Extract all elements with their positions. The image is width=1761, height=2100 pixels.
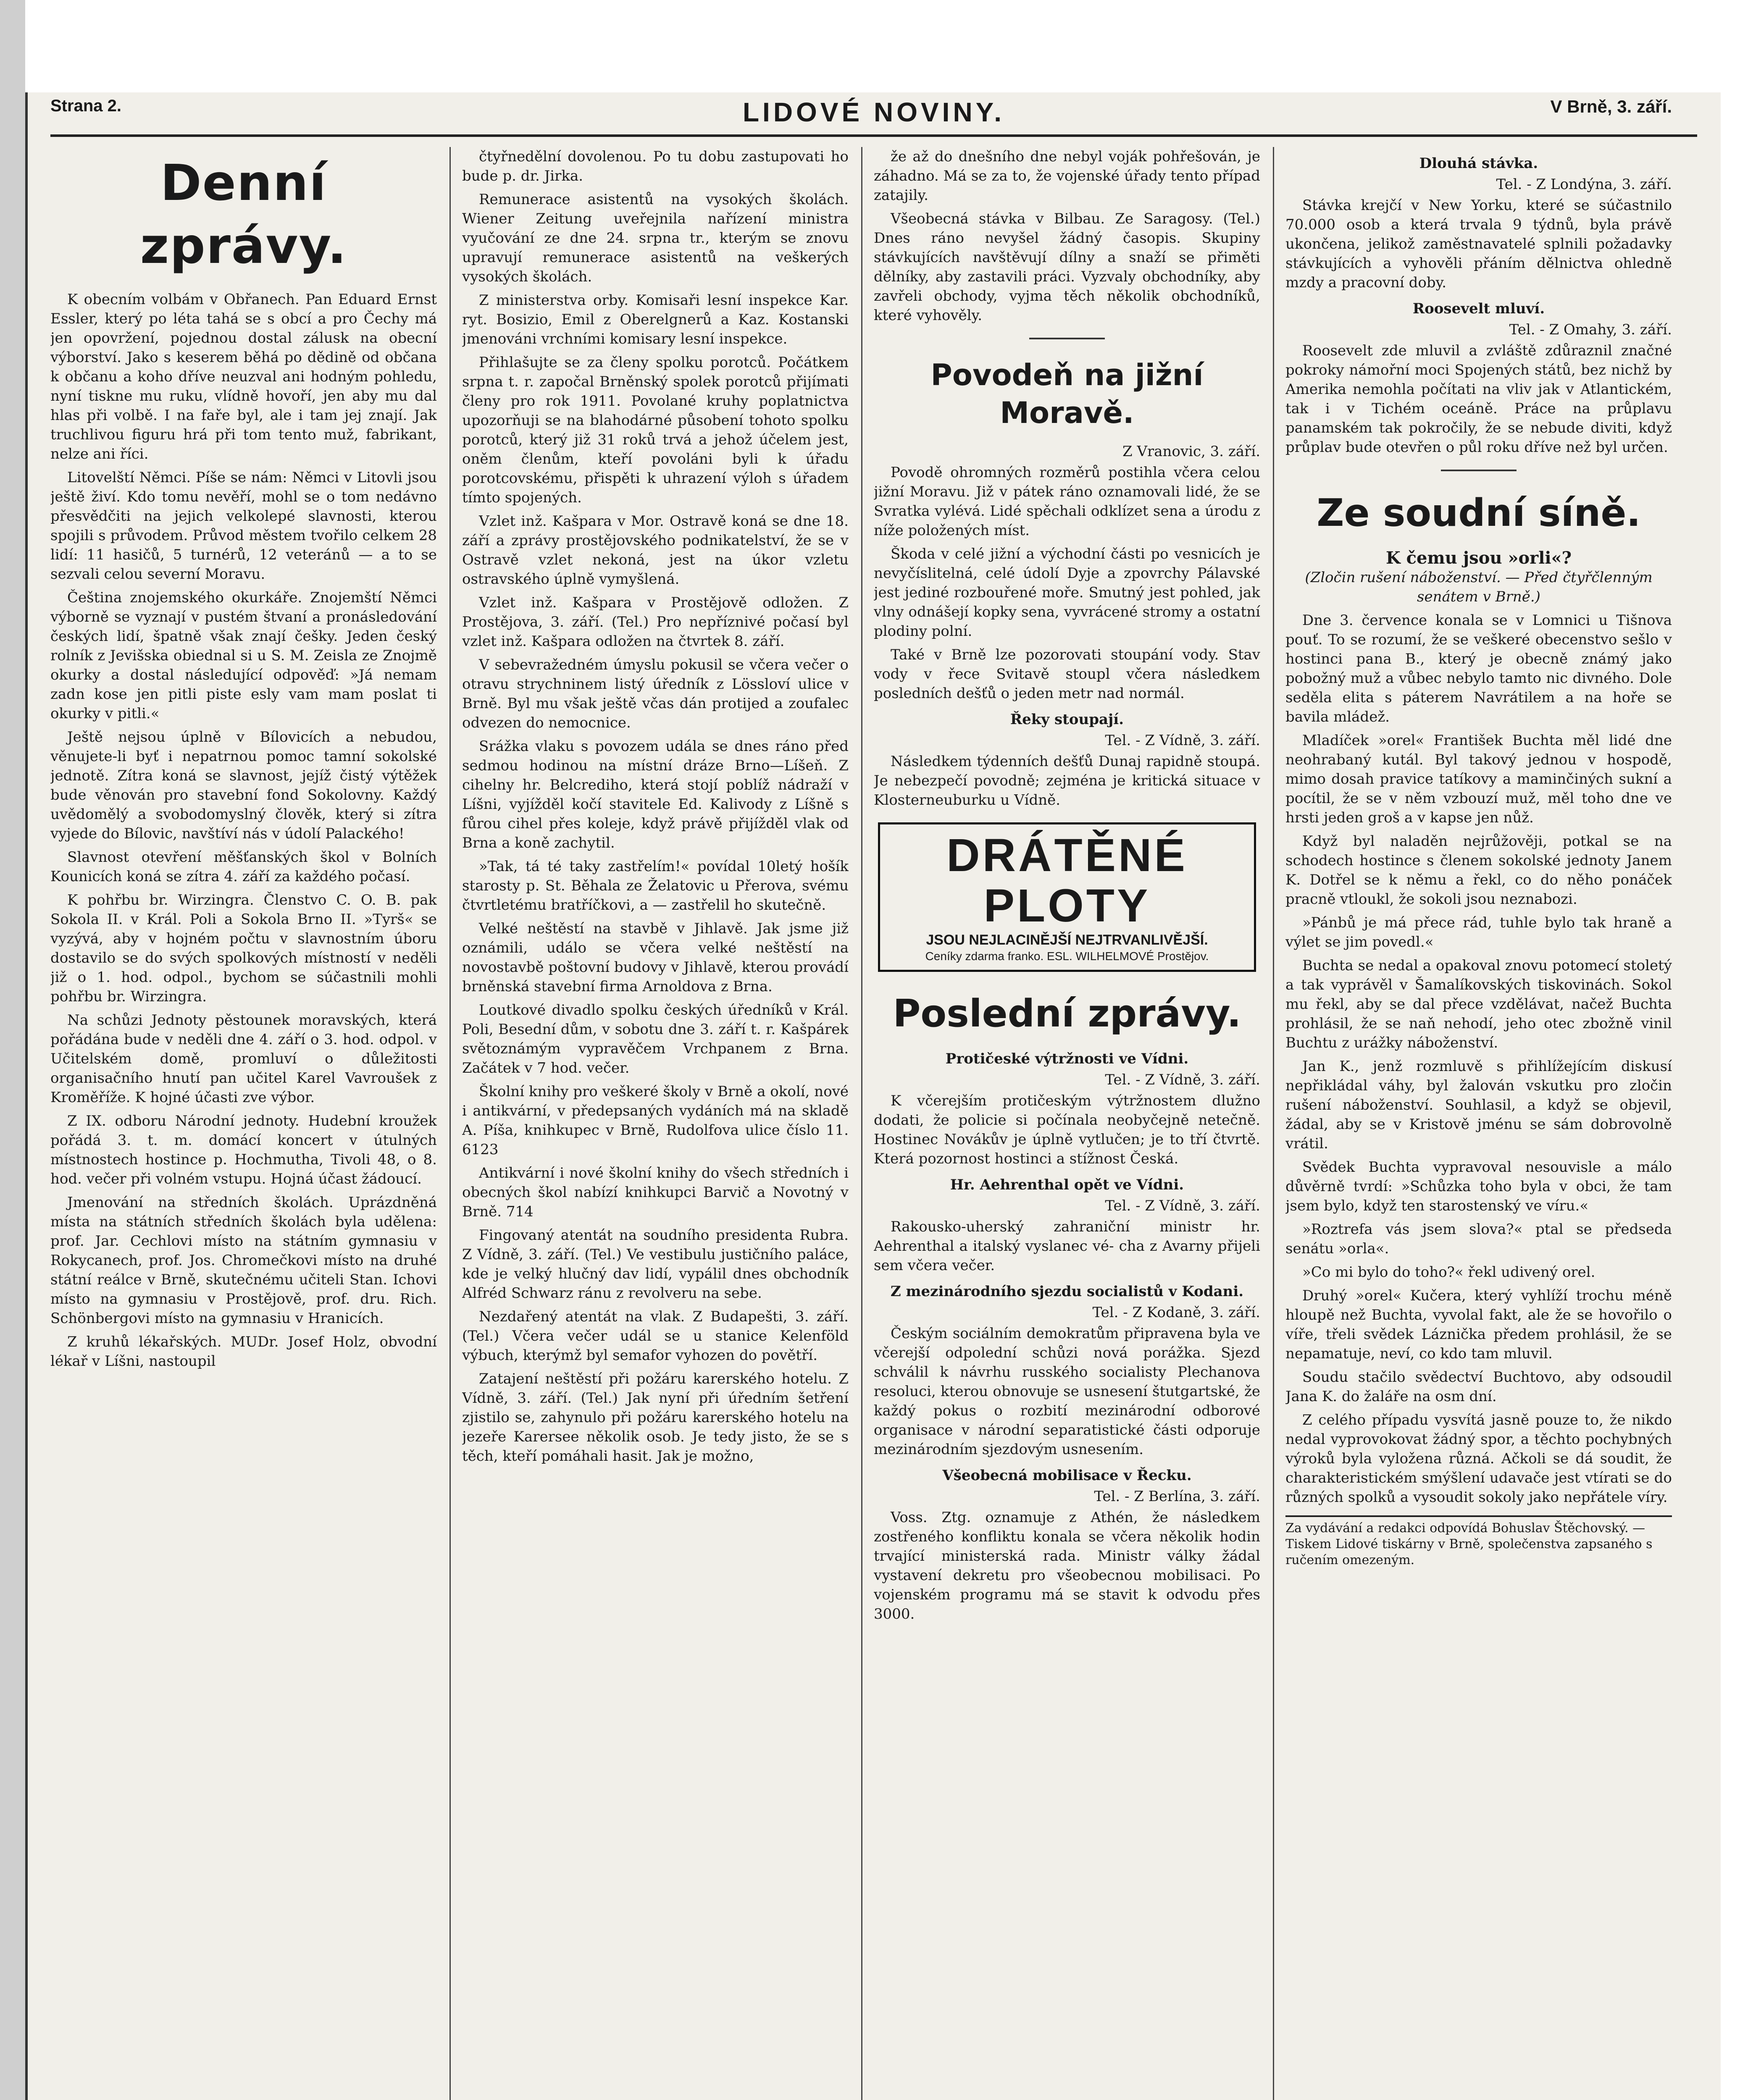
column-2	[462, 147, 849, 2100]
article: Soudu stačilo svědectví Buchtovo, aby odsoudil Jana K. do žaláře na osm dní.	[1285, 1369, 1672, 1405]
article: Jmenování na středních školách. Uprázdněná místa na státních středních školách byla udělena: prof. Jar. Cechlovi místo na státním gymnasiu v Rokycanech, prof. Jos. Chromečkovi místo na druhé státní reálce v Brně, skutečnému učiteli Stan. Ichovi místo na gymnasiu v Prostějově, prof. dru. Rich. Schönbergovi místo na gymnasiu v Hranicích.	[50, 1194, 437, 1327]
article: Všeobecná stávka v Bilbau. Ze Saragosy. (Tel.) Dnes ráno nevyšel žádný časopis. Skupiny stávkujících navštěvují dílny a snaží se přiměti dělníky, aby zastavili práci. Vyzvaly obchodníky, aby zavřeli obchody, vyjma těch několik obchodníků, které vyhověly.	[874, 210, 1260, 324]
article: Slavnost otevření měšťanských škol v Bolních Kounicích koná se zítra 4. září za každého počasí.	[50, 849, 437, 885]
article: Jan K., jenž rozmluvě s přihlížejícím diskusí nepřikládal váhy, byl žalován vskutku pro zločin rušení náboženství. Souhlasil, a když se objevil, žádal, aby se v Kristově jménu se sám dobrovolně vrátil.	[1285, 1058, 1672, 1152]
article: Vzlet inž. Kašpara v Mor. Ostravě koná se dne 18. září a zprávy prostějovského podnikatelství, že se v Ostravě vzlet nekoná, jest na úkor vzletu ostravského úplně vymyšlená.	[462, 513, 849, 588]
headline: Řeky stoupají.	[1010, 711, 1124, 728]
headline: Roosevelt mluví.	[1412, 300, 1545, 317]
masthead: LIDOVÉ NOVINY.	[742, 97, 1005, 127]
column-3	[874, 147, 1260, 2100]
article: Mladíček »orel« František Buchta měl lidé dne neohrabaný kutál. Byl takový jednou v hospodě, mimo dosah pravice tatíkovy a maminčiných sukní a pocítil, že se v něm vzbouzí muž, měl toho dne ve hrsti jeden groš a v kapse jen nůž.	[1285, 732, 1672, 826]
headline: Všeobecná mobilisace v Řecku.	[942, 1467, 1192, 1484]
article: Stávka krejčí v New Yorku, které se súčastnilo 70.000 osob a která trvala 9 týdnů, byla právě ukončena, jelikož zaměstnavatelé splnili požadavky stávkujících a vyhověli přáním dělnictva ohledně mzdy a pracovní doby.	[1285, 197, 1672, 291]
headline: Z mezinárodního sjezdu socialistů v Kodani.	[890, 1283, 1244, 1300]
advertisement-wire-fences	[878, 822, 1256, 972]
article: čtyřnedělní dovolenou. Po tu dobu zastupovati ho bude p. dr. Jirka.	[462, 148, 849, 184]
headline: Protičeské výtržnosti ve Vídni.	[945, 1050, 1189, 1067]
article: »Pánbů je má přece rád, tuhle bylo tak hraně a výlet se jim povedl.«	[1285, 914, 1672, 950]
dateline: Tel. - Z Vídně, 3. září.	[1105, 732, 1260, 749]
article: Vzlet inž. Kašpara v Prostějově odložen. Z Prostějova, 3. září. (Tel.) Pro nepříznivé počasí byl vzlet inž. Kašpara odložen na čtvrtek 8. září.	[462, 594, 849, 650]
headline: K čemu jsou »orli«?	[1385, 548, 1572, 568]
headline: Hr. Aehrenthal opět ve Vídni.	[950, 1176, 1184, 1193]
article: K včerejším protičeským výtržnostem dlužno dodati, že policie si počínala neobyčejně netečně. Hostinec Novákův je úplně vytlučen; je to tří čtvrtě. Která pozornost hostinci a stížnost Česká.	[874, 1092, 1260, 1167]
imprint: Za vydávání a redakci odpovídá Bohuslav Štěchovský. — Tiskem Lidové tiskárny v Brně, společenstva zapsaného s ručením omezeným.	[1285, 1515, 1672, 1568]
dateline: Tel. - Z Vídně, 3. září.	[1105, 1197, 1260, 1214]
article: »Roztrefa vás jsem slova?« ptal se předseda senátu »orla«.	[1285, 1221, 1672, 1257]
latest-news-title: Poslední zprávy.	[893, 992, 1241, 1036]
article: Remunerace asistentů na vysokých školách. Wiener Zeitung uveřejnila nařízení ministra vyučování ze dne 24. srpna tr., kterým se znovu upravují remunerace asistentů na veškerých vysokých školách.	[462, 191, 849, 285]
article: Fingovaný atentát na soudního presidenta Rubra. Z Vídně, 3. září. (Tel.) Ve vestibulu justičního paláce, kde je velký hlučný dav lidí, vypálil dnes obchodník Alfréd Schwarz ránu z revolveru na sebe.	[462, 1227, 849, 1302]
article: Také v Brně lze pozorovati stoupání vody. Stav vody v řece Svitavě stoupl včera následkem posledních dešťů o jeden metr nad normál.	[874, 646, 1260, 702]
article: Srážka vlaku s povozem udála se dnes ráno před sedmou hodinou na místní dráze Brno—Líšeň. Z cihelny hr. Belcrediho, která stojí poblíž nádraží v Líšni, vyjížděl kočí stavitele Ed. Kalivody z Líšně s fůrou cihel přes koleje, když právě přijížděl vlak od Brna a koně zachytil.	[462, 738, 849, 851]
section-title-denni-zpravy: Denní zprávy.	[140, 154, 347, 275]
page-number: Strana 2.	[50, 97, 121, 115]
article: že až do dnešního dne nebyl voják pohřešován, je záhadno. Má se za to, že vojenské úřady tento případ zatajily.	[874, 148, 1260, 204]
court-section-title: Ze soudní síně.	[1317, 491, 1641, 535]
dateline: Tel. - Z Vídně, 3. září.	[1105, 1071, 1260, 1088]
article: Když byl naladěn nejrůžověji, potkal se na schodech hostince s členem sokolské jednoty Janem K. Dotřel se k němu a řekl, co do něho ponáček pracně vtloukl, že sokoli jsou neznabozi.	[1285, 833, 1672, 908]
headline: Dlouhá stávka.	[1419, 155, 1538, 172]
ad-subtitle: JSOU NEJLACINĚJŠÍ NEJTRVANLIVĚJŠÍ.	[926, 932, 1208, 948]
article: Buchta se nedal a opakoval znovu potomecí stoletý a tak vyprávěl v Šamalíkovských tiskovinách. Sokol mu řekl, aby se dal přece vzdělávat, načež Buchta prohlásil, že se naň nehodí, jeho otec zbožně vinil Buchtu z urážky náboženství.	[1285, 957, 1672, 1051]
article: Druhý »orel« Kučera, který vyhlíží trochu méně hloupě než Buchta, vyvolal fakt, ale že se hovořilo o víře, třeli svědek Láznička předem prohlásil, že se nepamatuje, neví, co kdo tam mluvil.	[1285, 1287, 1672, 1362]
article: Ještě nejsou úplně v Bílovicích a nebudou, věnujete-li byť i nepatrnou pomoc tamní sokolské jednotě. Zítra koná se slavnost, jejíž čistý výtěžek bude věnován pro stavební fond Sokolovny. Každý uvědomělý a svobodomyslný člověk, který si zítra vyjede do Bílovic, navštíví nás v údolí Palackého!	[50, 729, 437, 842]
article: Loutkové divadlo spolku českých úředníků v Král. Poli, Besední dům, v sobotu dne 3. září t. r. Kašpárek světoznámým vypravěčem Vrchpanem z Brna. Začátek v 7 hod. večer.	[462, 1002, 849, 1076]
article: Na schůzi Jednoty pěstounek moravských, která pořádána bude v neděli dne 4. září o 3. hod. odpol. v Učitelském domě, promluví o důležitosti organisačního hnutí pan učitel Karel Vavroušek z Kroměříže. K hojné účasti zve výbor.	[50, 1012, 437, 1106]
column-4	[1285, 147, 1672, 2100]
ad-title: DRÁTĚNÉ PLOTY	[946, 830, 1188, 932]
article: Z IX. odboru Národní jednoty. Hudební kroužek pořádá 3. t. m. domácí koncert v útulných místnostech hostince p. Hochmutha, Tivoli 48, o 8. hod. večer při volném vstupu. Hojná účast žádoucí.	[50, 1113, 437, 1187]
article: Svědek Buchta vypravoval nesouvisle a málo důvěrně tvrdí: »Schůzka toho byla v obci, že tam jsem bylo, když ten starostenský ve víru.«	[1285, 1159, 1672, 1214]
article: Školní knihy pro veškeré školy v Brně a okolí, nové i antikvární, v předepsaných vydáních má na skladě A. Píša, knihkupec v Brně, Rudolfova ulice číslo 11. 6123	[462, 1083, 849, 1158]
divider	[1029, 338, 1105, 339]
article: Nezdařený atentát na vlak. Z Budapešti, 3. září. (Tel.) Včera večer udál se u stanice Kelenföld výbuch, kterýmž byl semafor vyhozen do povětří.	[462, 1308, 849, 1364]
article: Velké neštěstí na stavbě v Jihlavě. Jak jsme již oznámili, událo se včera velké neštěstí na novostavbě poštovní budovy v Jihlavě, kterou provádí brněnská stavební firma Arnoldova z Brna.	[462, 920, 849, 995]
article: Přihlašujte se za členy spolku porotců. Počátkem srpna t. r. započal Brněnský spolek porotců přijímati členy pro rok 1911. Povolané kruhy poplatnictva upozorňuji se na blahodárné působení tohoto spolku porotců, který již 31 roků trvá a jehož účelem jest, oněm členům, kteří povoláni byli k úřadu porotcovskému, přispěti k uhrazení výloh s úřadem tímto spojených.	[462, 354, 849, 506]
article: Rakousko-uherský zahraniční ministr hr. Aehrenthal a italský vyslanec vé- cha z Avarny přijeli sem včera večer.	[874, 1218, 1260, 1274]
dateline: Tel. - Z Londýna, 3. září.	[1496, 176, 1672, 193]
subheadline: (Zločin rušení náboženství. — Před čtyřčlenným senátem v Brně.)	[1305, 569, 1653, 605]
article: K pohřbu br. Wirzingra. Členstvo C. O. B. pak Sokola II. v Král. Poli a Sokola Brno II. »Tyrš« se vyzývá, aby v hojném počtu v slavnostním úboru dostavilo se do svých spolkových místností v neděli již o 1. hod. odpol., bychom se súčastnili mohli pohřbu br. Wirzingra.	[50, 892, 437, 1005]
columns	[50, 147, 1697, 2100]
scan-left-margin	[0, 0, 25, 2100]
article: V sebevražedném úmyslu pokusil se včera večer o otravu strychninem listý úředník z Lössloví ulice v Brně. Byl mu však ještě včas dán protijed a zoufalec odvezen do nemocnice.	[462, 656, 849, 731]
dateline: Z Vranovic, 3. září.	[1122, 443, 1260, 460]
article: Roosevelt zde mluvil a zvláště zdůraznil značné pokroky námořní moci Spojených států, bez nichž by Amerika nemohla počítati na vliv jak v Atlantickém, tak i v Tichém oceáně. Práce na průplavu panamském tak pokročily, že se nebude diviti, když průplav bude otevřen o půl roku dříve než byl určen.	[1285, 342, 1672, 456]
column-1	[50, 147, 437, 2100]
issue-date: V Brně, 3. září.	[1550, 97, 1672, 116]
article: Následkem týdenních dešťů Dunaj rapidně stoupá. Je nebezpečí povodně; zejména je kritická situace v Klosterneuburku u Vídně.	[874, 753, 1260, 808]
article: Škoda v celé jižní a východní části po vesnicích je nevyčíslitelná, celé údolí Dyje a zpovrchy Pálavské jest jediné rozbouřené moře. Smutný jest pohled, jak vlny odnášejí kopky sena, vyvrácené stromy a ostatní plodiny polní.	[874, 546, 1260, 640]
dateline: Tel. - Z Berlína, 3. září.	[1094, 1488, 1260, 1505]
dateline: Tel. - Z Kodaně, 3. září.	[1092, 1304, 1260, 1321]
divider	[1441, 470, 1517, 471]
page-header	[50, 88, 1697, 137]
article: Čeština znojemského okurkáře. Znojemští Němci výborně se vyznají v pustém štvaní a pronásledování českých lidí, špatně však znají češky. Jeden český rolník z Jevišska obiednal si u S. M. Zeisla ze Znojmě okurky a dostal následující odpověď: »Já nemam zadn kose jen pitli piste esly vam mam poslat ti okurky v pitli.«	[50, 589, 437, 722]
article: Z ministerstva orby. Komisaři lesní inspekce Kar. ryt. Bosizio, Emil z Oberelgnerů a Kaz. Kostanski jmenováni vrchními komisary lesní inspekce.	[462, 292, 849, 347]
article: Z celého případu vysvítá jasně pouze to, že nikdo nedal vyprovokovat žádný spor, a těchto pochybných výroků byla vyložena různá. Ačkoli se dá soudit, že charakteristickém smýšlení udavače jest vtírati se do různých spolků a vysoudit sokoly jako nepřátele víry.	[1285, 1412, 1672, 1506]
article: Zatajení neštěstí při požáru karerského hotelu. Z Vídně, 3. září. (Tel.) Jak nyní při úředním šetření zjistilo se, zahynulo při požáru karerského hotelu na jezeře Karersee několik osob. Je tedy jisto, že se s těch, kteří pomáhali hasit. Jak je možno,	[462, 1370, 849, 1465]
article: Povodě ohromných rozměrů postihla včera celou jižní Moravu. Již v pátek ráno oznamovali lidé, že se Svratka vylévá. Lidé spěchali odklízet sena a úrodu z níže položených míst.	[874, 464, 1260, 539]
article: Litovelští Němci. Píše se nám: Němci v Litovli jsou ještě živí. Kdo tomu nevěří, mohl se o tom nedávno přesvědčiti na jejich velkolepé slavnosti, kterou spojili s průvodem. Průvod městem tvořilo celkem 28 lidí: 11 hasičů, 5 turnérů, 12 veteránů — a to se sezvali celou severní Moravu.	[50, 469, 437, 583]
article: »Co mi bylo do toho?« řekl udivený orel.	[1302, 1264, 1595, 1281]
article: Z kruhů lékařských. MUDr. Josef Holz, obvodní lékař v Líšni, nastoupil	[50, 1334, 437, 1370]
article: Českým sociálním demokratům připravena byla ve včerejší odpolední schůzi nová porážka. Sjezd schválil k návrhu rusského socialisty Plechanova resoluci, kterou obnovuje se usnesení štutgartské, že každý pokus o rozbití mezinárodní odborové organisace v národní separatistické části odporuje mezinárodním sjezdovým usnesením.	[874, 1325, 1260, 1458]
ad-small: Ceníky zdarma franko. ESL. WILHELMOVÉ Prostějov.	[925, 950, 1209, 963]
flood-title: Povodeň na jižní Moravě.	[930, 358, 1204, 430]
dateline: Tel. - Z Omahy, 3. září.	[1509, 321, 1672, 338]
article: Voss. Ztg. oznamuje z Athén, že následkem zostřeného konfliktu konala se včera několik hodin trvající ministerská rada. Ministr války žádal vystavení dekretu pro všeobecnou mobilisaci. Po vojenském programu má se stavit k odvodu přes 3000.	[874, 1509, 1260, 1622]
article: K obecním volbám v Obřanech. Pan Eduard Ernst Essler, který po léta tahá se s obcí a pro Čechy má jen opovržení, pojednou dostal zálusk na obecní výborství. Jako s keserem běhá po dědině od občana k občanu a koho dříve neuzval ani hodným pohledu, nyní tiskne mu ruku, vlídně hovoří, jen aby mu dal hlas při volbě. I na faře byl, ale i tam jej znají. Jak truchlivou figuru hrá při tom tento muž, fabrikant, nelze ani říci.	[50, 291, 437, 462]
article: »Tak, tá té taky zastřelím!« povídal 10letý hošík starosty p. St. Běhala ze Želatovic u Přerova, svému čtvrtletému bratříčkovi, a — zastřelil ho skutečně.	[462, 858, 849, 914]
article: Dne 3. července konala se v Lomnici u Tišnova pouť. To se rozumí, že se veškeré obecenstvo sešlo v hostinci pana B., který je obecně známý jako pobožný muž a vůbec nebylo tamto nic divného. Dole seděla elita s páterem Navrátilem a na hoře se bavila mládež.	[1285, 612, 1672, 725]
article: Antikvární i nové školní knihy do všech středních i obecných škol nabízí knihkupci Barvič a Novotný v Brně. 714	[462, 1165, 849, 1220]
